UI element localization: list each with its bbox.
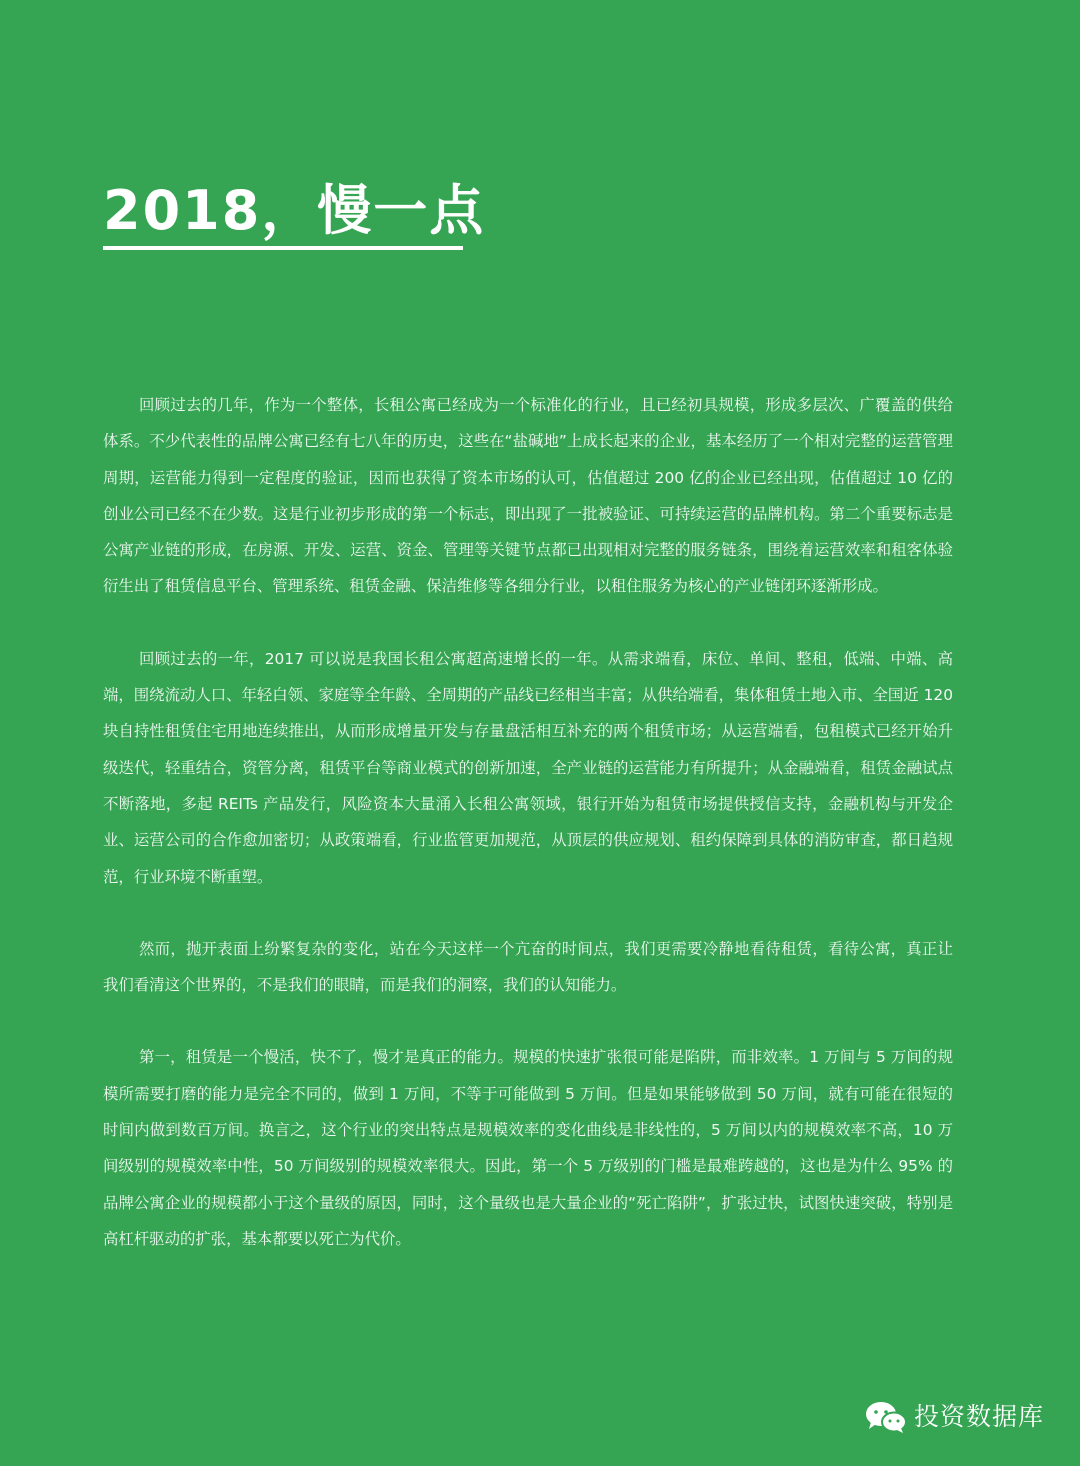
wechat-icon <box>864 1400 908 1434</box>
paragraph-2: 回顾过去的一年，2017 可以说是我国长租公寓超高速增长的一年。从需求端看，床位、单间、整租，低端、中端、高端，围绕流动人口、年轻白领、家庭等全年龄、全周期的产品线已经相当丰富；从供给端看，集体租赁土地入市、全国近 120 块自持性租赁住宅用地连续推出，从而形成增量开发与存量盘活相互补充的两个租赁市场；从运营端看，包租模式已经开始升级迭代，轻重结合，资管分离，租赁平台等商业模式的创新加速，全产业链的运营能力有所提升；从金融端看，租赁金融试点不断落地，多起 REITs 产品发行，风险资本大量涌入长租公寓领域，银行开始为租赁市场提供授信支持，金融机构与开发企业、运营公司的合作愈加密切；从政策端看，行业监管更加规范，从顶层的供应规划、租约保障到具体的消防审查，都日趋规范，行业环境不断重塑。 <box>103 649 953 886</box>
paragraph-1: 回顾过去的几年，作为一个整体，长租公寓已经成为一个标准化的行业，且已经初具规模，形成多层次、广覆盖的供给体系。不少代表性的品牌公寓已经有七八年的历史，这些在“盐碱地”上成长起来的企业，基本经历了一个相对完整的运营管理周期，运营能力得到一定程度的验证，因而也获得了资本市场的认可，估值超过 200 亿的企业已经出现，估值超过 10 亿的创业公司已经不在少数。这是行业初步形成的第一个标志，即出现了一批被验证、可持续运营的品牌机构。第二个重要标志是公寓产业链的形成，在房源、开发、运营、资金、管理等关键节点都已出现相对完整的服务链条，围绕着运营效率和租客体验衍生出了租赁信息平台、管理系统、租赁金融、保洁维修等各细分行业，以租住服务为核心的产业链闭环逐渐形成。 <box>103 396 953 596</box>
page-title: 2018，慢一点 <box>103 179 486 242</box>
article-body <box>103 387 953 1293</box>
paragraph-4: 第一，租赁是一个慢活，快不了，慢才是真正的能力。规模的快速扩张很可能是陷阱，而非效率。1 万间与 5 万间的规模所需要打磨的能力是完全不同的，做到 1 万间，不等于可能做到 5 万间。但是如果能够做到 50 万间，就有可能在很短的时间内做到数百万间。换言之，这个行业的突出特点是规模效率的变化曲线是非线性的，5 万间以内的规模效率不高，10 万间级别的规模效率中性，50 万间级别的规模效率很大。因此，第一个 5 万级别的门槛是最难跨越的，这也是为什么 95% 的品牌公寓企业的规模都小于这个量级的原因，同时，这个量级也是大量企业的“死亡陷阱”，扩张过快，试图快速突破，特别是高杠杆驱动的扩张，基本都要以死亡为代价。 <box>103 1048 953 1248</box>
paragraph-3: 然而，抛开表面上纷繁复杂的变化，站在今天这样一个亢奋的时间点，我们更需要冷静地看待租赁，看待公寓，真正让我们看清这个世界的，不是我们的眼睛，而是我们的洞察，我们的认知能力。 <box>103 939 953 995</box>
watermark-text: 投资数据库 <box>913 1402 1044 1431</box>
source-watermark <box>864 1400 1044 1434</box>
title-underline <box>103 246 463 250</box>
